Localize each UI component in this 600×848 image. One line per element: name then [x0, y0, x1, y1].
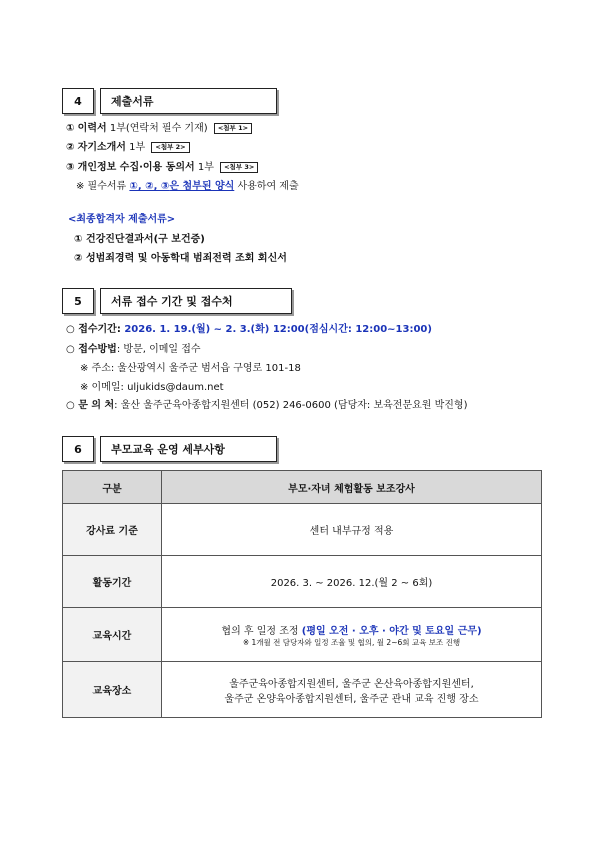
- attachment-tag: <첨부 2>: [151, 142, 189, 153]
- details-table: [62, 470, 542, 718]
- item-name: 자기소개서: [77, 142, 126, 153]
- table-row: [63, 504, 542, 556]
- table-header-row: [63, 471, 542, 504]
- row-value: [162, 662, 542, 718]
- section-5-header: [62, 288, 292, 314]
- time-main: 협의 후 일정 조정: [221, 625, 302, 637]
- contact-value: : 울산 울주군육아종합지원센터 (052) 246-0600 (담당자: 보육전문요원 박진형): [114, 400, 468, 411]
- period-label: ○ 접수기간:: [66, 324, 125, 335]
- final-doc-item-2: ② 성범죄경력 및 아동학대 범죄전력 조회 회신서: [74, 253, 287, 264]
- section-number: 5: [62, 288, 94, 314]
- contact-line: [66, 399, 467, 413]
- doc-item-1: [66, 122, 252, 136]
- docs-note: [76, 180, 299, 194]
- contact-label: ○ 문 의 처: [66, 400, 115, 411]
- row-value: 2026. 3. ~ 2026. 12.(월 2 ~ 6회): [162, 556, 542, 608]
- method-label: ○ 접수방법: [66, 344, 117, 355]
- section-title: 제출서류: [100, 88, 277, 114]
- time-text: [163, 622, 540, 637]
- section-4-header: [62, 88, 277, 114]
- row-value: [162, 608, 542, 662]
- doc-item-2: [66, 141, 190, 155]
- time-highlight: (평일 오전 · 오후 · 야간 및 토요일 근무): [301, 625, 482, 637]
- table-header-cell: 부모·자녀 체험활동 보조강사: [162, 471, 542, 504]
- item-name: 이력서: [77, 123, 107, 134]
- row-label: 강사료 기준: [63, 504, 162, 556]
- item-number: ①: [66, 123, 75, 134]
- row-label: 교육시간: [63, 608, 162, 662]
- note-text: ※ 필수서류: [76, 181, 130, 192]
- table-header-cell: 구분: [63, 471, 162, 504]
- time-note: ※ 1개월 전 담당자와 일정 조율 및 협의, 월 2~6회 교육 보조 진행: [242, 637, 461, 647]
- section-title: 서류 접수 기간 및 접수처: [100, 288, 292, 314]
- note-text: 사용하여 제출: [234, 181, 299, 192]
- item-qty: 1부: [109, 123, 126, 134]
- section-number: 4: [62, 88, 94, 114]
- item-name: 개인정보 수집·이용 동의서: [77, 162, 195, 173]
- note-highlight: ①, ②, ③: [129, 181, 170, 192]
- location-line-2: 울주군 온양육아종합지원센터, 울주군 관내 교육 진행 장소: [224, 693, 479, 705]
- row-label: 교육장소: [63, 662, 162, 718]
- table-row: [63, 662, 542, 718]
- email-line: ※ 이메일: uljukids@daum.net: [80, 382, 224, 393]
- period-value: 2026. 1. 19.(월) ~ 2. 3.(화) 12:00(점심시간: 12:00~13:00): [124, 324, 432, 335]
- section-6-header: [62, 436, 277, 462]
- method-value: : 방문, 이메일 접수: [116, 344, 201, 355]
- item-number: ③: [66, 162, 75, 173]
- item-qty: 1부: [197, 162, 214, 173]
- table-row: [63, 556, 542, 608]
- section-title: 부모교육 운영 세부사항: [100, 436, 277, 462]
- section-number: 6: [62, 436, 94, 462]
- address-line: ※ 주소: 울산광역시 울주군 범서읍 구영로 101-18: [80, 363, 301, 374]
- row-value: 센터 내부규정 적용: [162, 504, 542, 556]
- item-qty: 1부: [129, 142, 146, 153]
- doc-item-3: [66, 161, 258, 175]
- note-highlight: 은 첨부된 양식: [169, 181, 235, 192]
- final-doc-item-1: ① 건강진단결과서(구 보건증): [74, 234, 205, 245]
- application-method: [66, 343, 201, 357]
- table-row: [63, 608, 542, 662]
- attachment-tag: <첨부 3>: [220, 162, 258, 173]
- application-period: [66, 323, 432, 337]
- final-docs-heading: <최종합격자 제출서류>: [68, 214, 176, 225]
- item-number: ②: [66, 142, 75, 153]
- location-line-1: 울주군육아종합지원센터, 울주군 온산육아종합지원센터,: [229, 678, 474, 690]
- attachment-tag: <첨부 1>: [214, 123, 252, 134]
- row-label: 활동기간: [63, 556, 162, 608]
- item-note: (연락처 필수 기재): [125, 123, 208, 134]
